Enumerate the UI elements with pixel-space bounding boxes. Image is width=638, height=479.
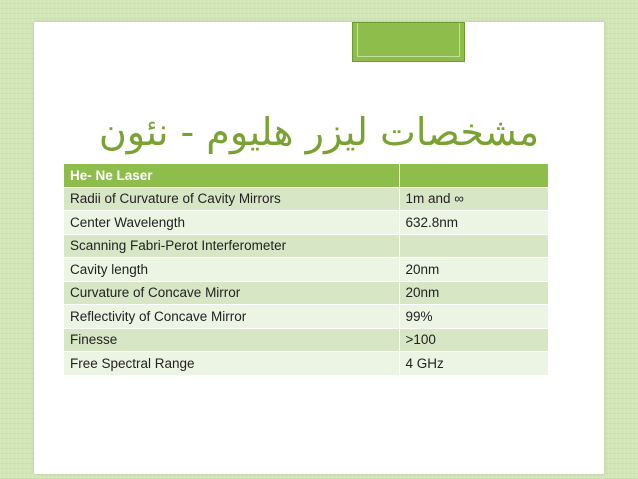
slide-title: مشخصات ليزر هليوم - نئون xyxy=(98,110,540,154)
value-cell: 1m and ∞ xyxy=(399,187,548,211)
table-row xyxy=(64,211,548,235)
parameter-cell: Free Spectral Range xyxy=(64,352,399,376)
value-cell xyxy=(399,234,548,258)
table-row xyxy=(64,328,548,352)
table-header-cell xyxy=(399,164,548,188)
laser-spec-table xyxy=(64,163,548,376)
decorative-corner-block xyxy=(352,22,465,62)
table-row xyxy=(64,352,548,376)
value-cell: 20nm xyxy=(399,258,548,282)
table-row xyxy=(64,187,548,211)
table-header-cell: He- Ne Laser xyxy=(64,164,399,188)
value-cell: 632.8nm xyxy=(399,211,548,235)
parameter-cell: Center Wavelength xyxy=(64,211,399,235)
parameter-cell: Finesse xyxy=(64,328,399,352)
parameter-cell: Scanning Fabri-Perot Interferometer xyxy=(64,234,399,258)
value-cell: 99% xyxy=(399,305,548,329)
value-cell: 20nm xyxy=(399,281,548,305)
parameter-cell: Radii of Curvature of Cavity Mirrors xyxy=(64,187,399,211)
parameter-cell: Reflectivity of Concave Mirror xyxy=(64,305,399,329)
table-row xyxy=(64,305,548,329)
parameter-cell: Curvature of Concave Mirror xyxy=(64,281,399,305)
table-row xyxy=(64,234,548,258)
table-row xyxy=(64,281,548,305)
parameter-cell: Cavity length xyxy=(64,258,399,282)
table-header-row xyxy=(64,164,548,188)
value-cell: >100 xyxy=(399,328,548,352)
table-row xyxy=(64,258,548,282)
value-cell: 4 GHz xyxy=(399,352,548,376)
